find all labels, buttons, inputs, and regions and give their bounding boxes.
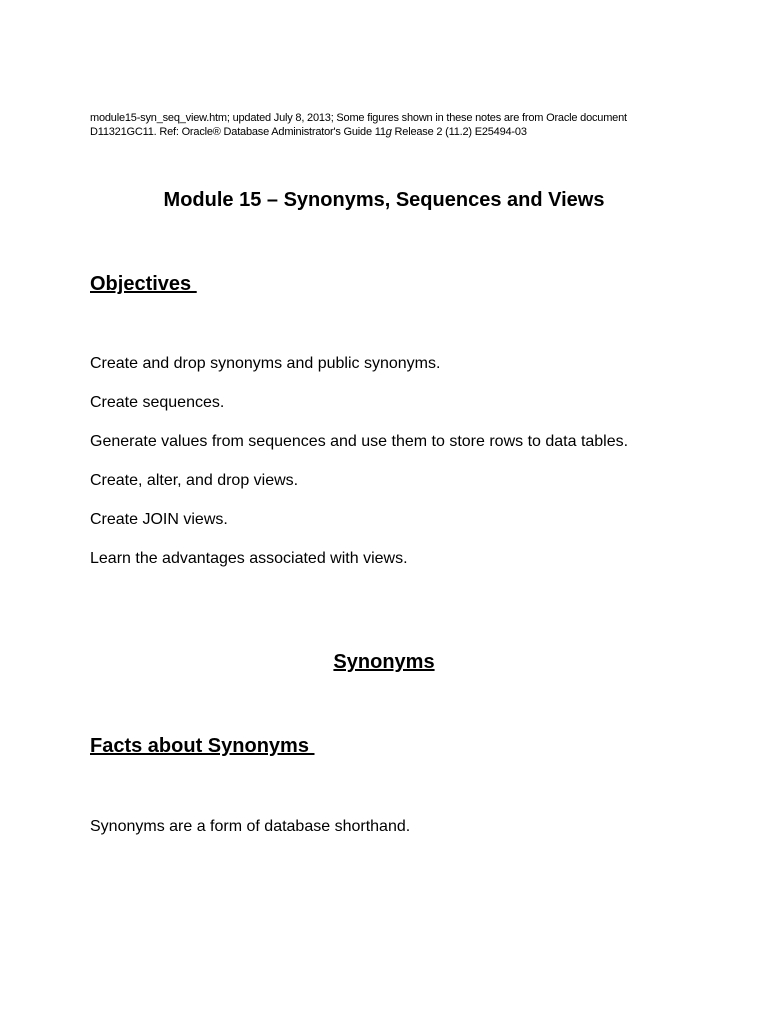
objective-item: Create JOIN views. — [90, 511, 228, 528]
synonyms-heading: Synonyms — [333, 651, 435, 673]
objective-item: Learn the advantages associated with views. — [90, 550, 408, 567]
objective-item: Create sequences. — [90, 394, 225, 411]
header-note — [90, 111, 730, 139]
objective-item: Create, alter, and drop views. — [90, 472, 299, 489]
header-note-release: Release 2 (11.2) E25494-03 — [391, 126, 527, 138]
facts-heading: Facts about Synonyms — [90, 735, 315, 757]
header-note-ref: D11321GC11. Ref: Oracle® Database Administrator's Guide 11 — [90, 126, 386, 138]
header-note-line-1: module15-syn_seq_view.htm; updated July 8, 2013; Some figures shown in these notes are from Oracle document — [90, 112, 627, 124]
header-note-italic-g: g — [385, 126, 392, 138]
facts-paragraph: Synonyms are a form of database shorthand. — [90, 818, 411, 835]
objectives-heading: Objectives — [90, 273, 197, 295]
objective-item: Create and drop synonyms and public synonyms. — [90, 355, 441, 372]
objective-item: Generate values from sequences and use them to store rows to data tables. — [90, 433, 629, 450]
module-title: Module 15 – Synonyms, Sequences and Views — [163, 189, 605, 211]
objectives-list — [90, 353, 650, 587]
header-note-line-2 — [90, 125, 730, 139]
